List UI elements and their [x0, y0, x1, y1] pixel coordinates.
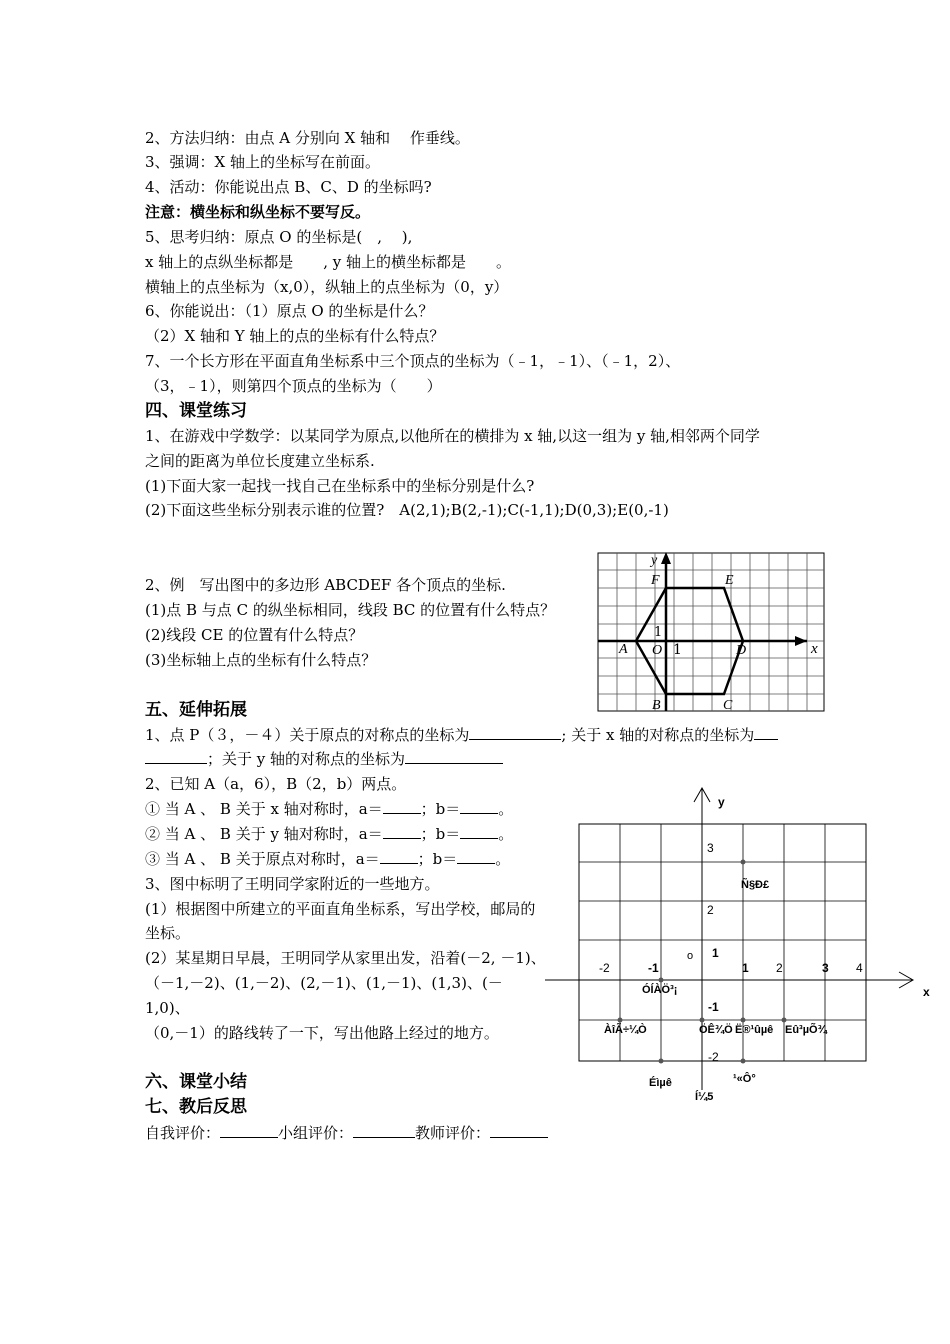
evaluation-line — [145, 1123, 548, 1143]
text-line: 1、在游戏中学数学：以某同学为原点,以他所在的横排为 x 轴,以这一组为 y 轴,相邻两个同学 — [145, 427, 760, 445]
answer-blank[interactable] — [754, 725, 778, 740]
section-heading: 四、课堂练习 — [145, 401, 247, 421]
text-line: （2）X 轴和 Y 轴上的点的坐标有什么特点？ — [145, 327, 445, 345]
text-line: (1）根据图中所建立的平面直角坐标系，写出学校，邮局的 — [145, 900, 536, 918]
map-place-mid: ÖÊ¾Ö — [699, 1024, 733, 1036]
map-place-school: Ñ§Ð£ — [741, 879, 770, 891]
hex-label-A: A — [619, 642, 628, 657]
answer-blank[interactable] — [383, 824, 421, 839]
map-tick-y2: 2 — [707, 903, 714, 917]
map-place-bottom3: ¹«Ô° — [733, 1073, 756, 1085]
text-line: (3)坐标轴上点的坐标有什么特点？ — [145, 651, 377, 669]
eval-group-label: 小组评价： — [278, 1124, 354, 1142]
text-line — [145, 849, 510, 869]
map-tick-xm1: -1 — [648, 961, 659, 975]
map-tick-x3: 3 — [822, 961, 829, 975]
hex-label-B: B — [652, 698, 661, 713]
text-line: 2、方法归纳：由点 A 分别向 X 轴和 作垂线。 — [145, 129, 470, 147]
text-line: 6、你能说出：（1）原点 O 的坐标是什么？ — [145, 302, 434, 320]
note-line: 注意：横坐标和纵坐标不要写反。 — [145, 203, 371, 221]
map-label-y: y — [718, 795, 725, 809]
section-heading: 六、课堂小结 — [145, 1072, 247, 1092]
hex-label-F: F — [651, 573, 660, 588]
text-line: 横轴上的点坐标为（x,0），纵轴上的点坐标为（0，y） — [145, 278, 509, 296]
text-line: 坐标。 — [145, 924, 191, 942]
hex-label-C: C — [723, 698, 733, 713]
text-part: ; 关于 x 轴的对称点的坐标为 — [561, 726, 755, 744]
text-line — [145, 749, 503, 769]
text-line: （3，﹣1），则第四个顶点的坐标为（ ） — [145, 377, 442, 395]
text-line: （－1,－2)、(1,－2)、(2,－1)、(1,－1)、(1,3)、(－ — [145, 974, 503, 992]
hex-y-arrow — [661, 552, 671, 564]
text-line: 3、图中标明了王明同学家附近的一些地方。 — [145, 875, 440, 893]
text-line: 2、已知 A（a，6），B（2，b）两点。 — [145, 775, 407, 793]
text-line: 2、例 写出图中的多边形 ABCDEF 各个顶点的坐标. — [145, 576, 506, 594]
text-part: ③ 当 A 、 B 关于原点对称时，a＝ — [145, 850, 380, 868]
text-line: 3、强调：X 轴上的坐标写在前面。 — [145, 153, 380, 171]
hex-x-arrow — [795, 636, 807, 646]
map-tick-ym2: -2 — [708, 1050, 719, 1064]
hex-frame — [598, 553, 824, 711]
answer-blank[interactable] — [457, 849, 495, 864]
map-diagram — [545, 780, 945, 1110]
text-line: 5、思考归纳：原点 O 的坐标是( , ), — [145, 228, 413, 246]
answer-blank[interactable] — [469, 725, 561, 740]
text-line: (2)线段 CE 的位置有什么特点？ — [145, 626, 364, 644]
hex-label-y: y — [651, 553, 658, 568]
text-line: (1)下面大家一起找一找自己在坐标系中的坐标分别是什么? — [145, 477, 535, 495]
text-part: 。 — [495, 850, 511, 868]
answer-blank[interactable] — [383, 799, 421, 814]
text-part: 1、点 P（３，－４）关于原点的对称点的坐标为 — [145, 726, 470, 744]
text-part: ② 当 A 、 B 关于 y 轴对称时，a＝ — [145, 825, 383, 843]
map-label-x: x — [923, 985, 930, 999]
answer-blank[interactable] — [405, 749, 503, 764]
eval-group-blank[interactable] — [353, 1123, 415, 1138]
text-line: 1,0)、 — [145, 999, 190, 1017]
map-place-bottom2: Í¼5 — [695, 1091, 714, 1103]
text-line: 7、一个长方形在平面直角坐标系中三个顶点的坐标为（﹣1，﹣1）、（﹣1，2）、 — [145, 352, 681, 370]
map-tick-ym1: -1 — [708, 1000, 719, 1014]
hex-label-D: D — [736, 643, 747, 658]
answer-blank[interactable] — [380, 849, 418, 864]
text-line — [145, 725, 778, 745]
text-line: (2）某星期日早晨，王明同学从家里出发，沿着(－2, －1)、 — [145, 949, 546, 967]
map-place-home: ÓÍÀÖ³¡ — [642, 984, 678, 996]
map-tick-y1: 1 — [712, 946, 719, 960]
text-line: 4、活动：你能说出点 B、C、D 的坐标吗? — [145, 178, 432, 196]
map-tick-y3: 3 — [707, 841, 714, 855]
text-line: (2)下面这些坐标分别表示谁的位置? A(2,1);B(2,-1);C(-1,1);D(0,3);E(0,-1) — [145, 501, 669, 519]
text-line: 之间的距离为单位长度建立坐标系. — [145, 452, 375, 470]
hex-label-O: O — [652, 643, 663, 658]
eval-self-blank[interactable] — [220, 1123, 278, 1138]
eval-teacher-blank[interactable] — [490, 1123, 548, 1138]
answer-blank[interactable] — [460, 799, 498, 814]
section-heading: 七、教后反思 — [145, 1097, 247, 1117]
text-part: 。 — [498, 825, 514, 843]
text-line — [145, 824, 513, 844]
hex-label-E: E — [725, 573, 734, 588]
answer-blank[interactable] — [460, 824, 498, 839]
section-heading: 五、延伸拓展 — [145, 700, 247, 720]
map-origin: o — [687, 950, 694, 962]
text-line: x 轴上的点纵坐标都是 , y 轴上的横坐标都是 。 — [145, 253, 512, 271]
answer-blank[interactable] — [145, 749, 207, 764]
map-tick-x1: 1 — [742, 961, 749, 975]
eval-self-label: 自我评价： — [145, 1124, 221, 1142]
text-line — [145, 799, 513, 819]
map-place-bottom1: Éìµê — [649, 1077, 672, 1089]
hex-grid — [598, 553, 824, 711]
hex-label-x: x — [811, 641, 818, 657]
map-place-far: Eû³µÕ¾ — [785, 1024, 827, 1036]
hex-label-1y: 1 — [654, 625, 663, 640]
map-place-left: ÀîÃ÷¼Ò — [604, 1024, 647, 1036]
text-line: (1)点 B 与点 C 的纵坐标相同，线段 BC 的位置有什么特点？ — [145, 601, 556, 619]
text-part: ；b＝ — [417, 850, 458, 868]
text-line: （0,－1）的路线转了一下，写出他路上经过的地方。 — [145, 1024, 499, 1042]
text-part: ① 当 A 、 B 关于 x 轴对称时，a＝ — [145, 800, 383, 818]
map-tick-x4: 4 — [856, 961, 863, 975]
map-tick-x2: 2 — [776, 961, 783, 975]
map-tick-xm2: -2 — [599, 961, 610, 975]
hex-label-1: 1 — [673, 642, 682, 658]
map-place-right: Ë®¹ûµê — [735, 1024, 774, 1036]
text-part: ；b＝ — [420, 825, 461, 843]
eval-teacher-label: 教师评价： — [415, 1124, 491, 1142]
text-part: ；b＝ — [420, 800, 461, 818]
text-part: ；关于 y 轴的对称点的坐标为 — [207, 750, 406, 768]
text-part: 。 — [498, 800, 514, 818]
hexagon-diagram — [597, 552, 827, 714]
